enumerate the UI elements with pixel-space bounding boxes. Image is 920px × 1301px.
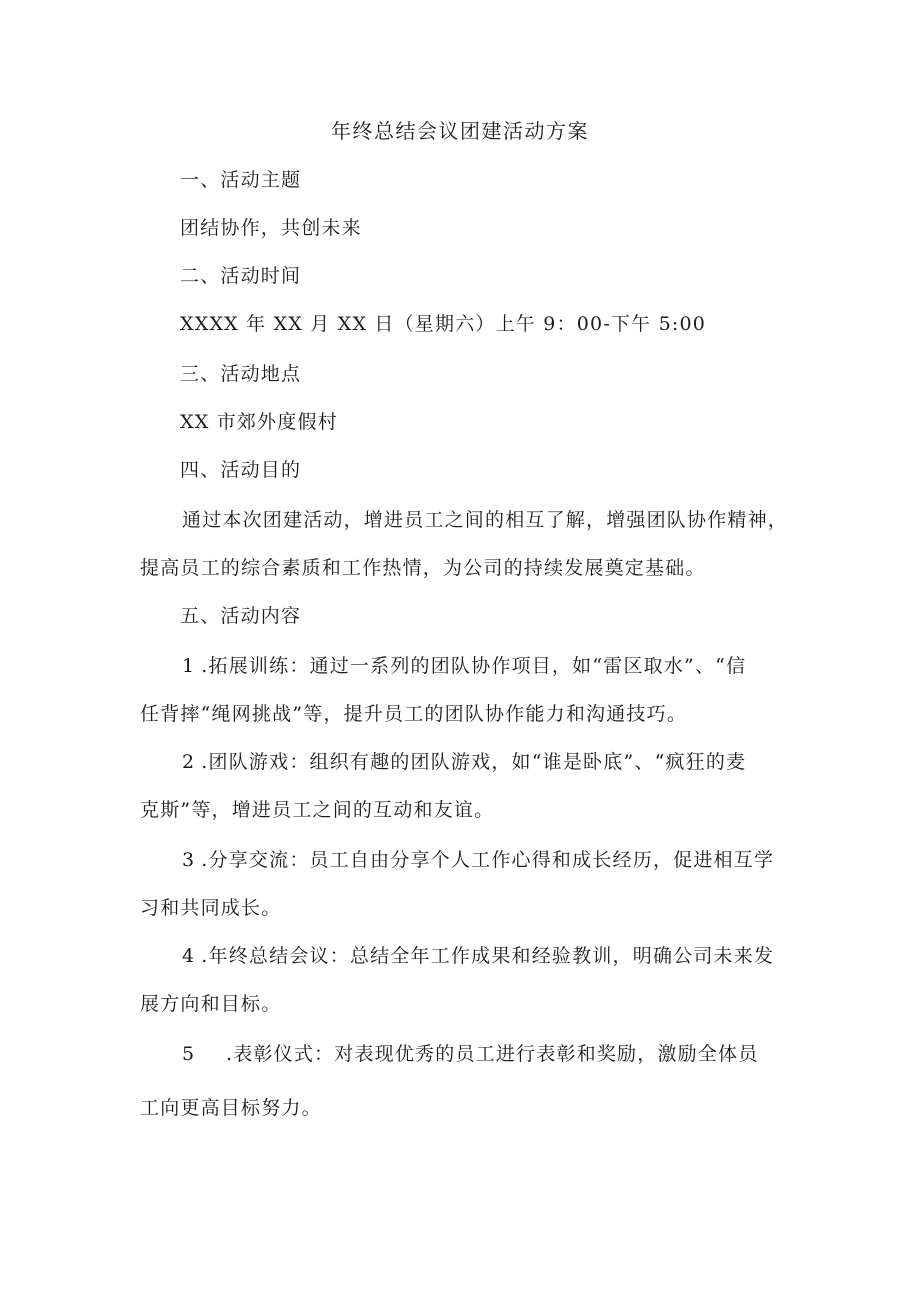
time-heading: 二、活动时间 <box>180 265 302 287</box>
item-text-line-1: .拓展训练：通过一系列的团队协作项目，如“雷区取水”、“信 <box>201 655 747 677</box>
item-number: 3 <box>182 849 196 871</box>
purpose-heading: 四、活动目的 <box>180 459 302 481</box>
content-item-3-line-2: 习和共同成长。 <box>140 897 282 919</box>
content-item-4 <box>182 942 774 970</box>
content-item-5-line-2: 工向更高目标努力。 <box>140 1097 322 1119</box>
item-text-line-1: .团队游戏：组织有趣的团队游戏，如“谁是卧底”、“疯狂的麦 <box>201 751 747 773</box>
content-item-2 <box>182 748 746 776</box>
content-item-1-line-2: 任背摔“绳网挑战”等，提升员工的团队协作能力和沟通技巧。 <box>140 703 688 725</box>
item-number: 1 <box>182 655 196 677</box>
content-item-3 <box>182 846 774 874</box>
purpose-line-2: 提高员工的综合素质和工作热情，为公司的持续发展奠定基础。 <box>140 557 706 579</box>
location-heading: 三、活动地点 <box>180 363 302 385</box>
content-item-1 <box>182 652 746 680</box>
purpose-line-1: 通过本次团建活动，增进员工之间的相互了解，增强团队协作精神， <box>182 509 789 531</box>
content-heading: 五、活动内容 <box>180 605 302 627</box>
content-item-4-line-2: 展方向和目标。 <box>140 993 282 1015</box>
item-text-line-1: .表彰仪式：对表现优秀的员工进行表彰和奖励，激励全体员 <box>226 1043 759 1065</box>
item-number: 4 <box>182 945 196 967</box>
item-text-line-1: .分享交流：员工自由分享个人工作心得和成长经历，促进相互学 <box>201 849 775 871</box>
document-title: 年终总结会议团建活动方案 <box>331 119 589 143</box>
item-number: 2 <box>182 751 196 773</box>
content-item-5 <box>182 1040 758 1068</box>
location-text: XX 市郊外度假村 <box>180 411 338 433</box>
item-text-line-1: .年终总结会议：总结全年工作成果和经验教训，明确公司未来发 <box>201 945 775 967</box>
time-text: XXXX 年 XX 月 XX 日（星期六）上午 9：00-下午 5:00 <box>180 313 707 335</box>
item-number: 5 <box>182 1043 196 1065</box>
theme-heading: 一、活动主题 <box>180 169 302 191</box>
theme-text: 团结协作，共创未来 <box>180 217 362 239</box>
content-item-2-line-2: 克斯”等，增进员工之间的互动和友谊。 <box>140 799 495 821</box>
